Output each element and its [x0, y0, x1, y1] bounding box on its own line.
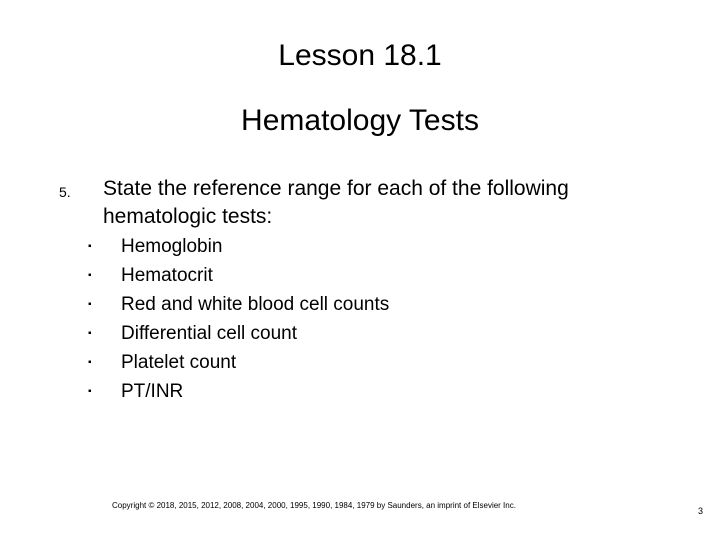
- bullet-icon: ▪: [88, 270, 92, 281]
- bullet-icon: ▪: [88, 241, 92, 252]
- bullet-icon: ▪: [88, 328, 92, 339]
- slide-title: Lesson 18.1: [278, 39, 442, 72]
- objective-text: State the reference range for each of the following hematologic tests:: [103, 177, 569, 228]
- slide-subtitle: Hematology Tests: [241, 104, 479, 137]
- bullet-label: Differential cell count: [121, 323, 298, 344]
- copyright-notice: Copyright © 2018, 2015, 2012, 2008, 2004, 2000, 1995, 1990, 1984, 1979 by Saunders, an imprint of Elsevier Inc.: [112, 501, 516, 510]
- bullet-label: Platelet count: [121, 352, 237, 373]
- bullet-icon: ▪: [88, 299, 92, 310]
- page-number: 3: [698, 506, 704, 516]
- bullet-icon: ▪: [88, 357, 92, 368]
- bullet-icon: ▪: [88, 386, 92, 397]
- bullet-label: PT/INR: [121, 381, 184, 402]
- bullet-label: Red and white blood cell counts: [121, 294, 390, 315]
- bullet-label: Hemoglobin: [121, 236, 223, 257]
- objective-number: 5.: [59, 184, 71, 200]
- bullet-label: Hematocrit: [121, 265, 213, 286]
